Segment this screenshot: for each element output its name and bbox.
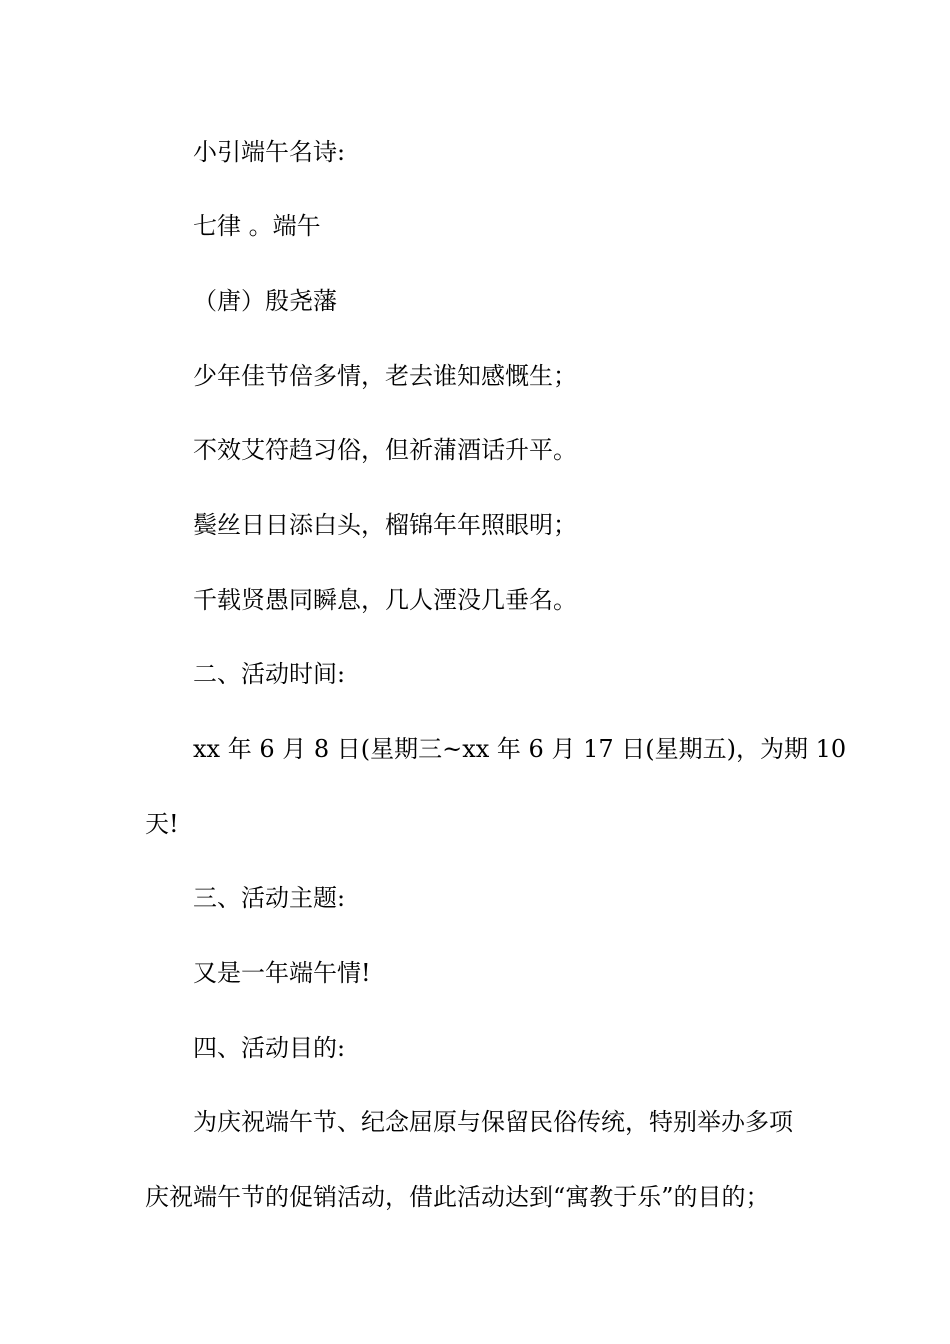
activity-purpose-text-cont: 庆祝端午节的促销活动，借此活动达到“寓教于乐”的目的； xyxy=(145,1183,770,1211)
intro-heading: 小引端午名诗: xyxy=(193,138,346,166)
activity-theme-text: 又是一年端午情! xyxy=(193,959,371,987)
poem-line-4: 千载贤愚同瞬息，几人湮没几垂名。 xyxy=(193,586,577,614)
section-heading-purpose: 四、活动目的: xyxy=(193,1034,346,1062)
poem-author: （唐）殷尧藩 xyxy=(193,287,337,315)
poem-title: 七律 。端午 xyxy=(193,212,321,240)
poem-line-3: 鬓丝日日添白头，榴锦年年照眼明； xyxy=(193,511,577,539)
poem-line-2: 不效艾符趋习俗，但祈蒲酒话升平。 xyxy=(193,436,577,464)
section-heading-time: 二、活动时间: xyxy=(193,660,346,688)
section-heading-theme: 三、活动主题: xyxy=(193,884,346,912)
activity-purpose-text: 为庆祝端午节、纪念屈原与保留民俗传统，特别举办多项 xyxy=(193,1108,793,1136)
activity-time-text: xx 年 6 月 8 日(星期三~xx 年 6 月 17 日(星期五)，为期 10 xyxy=(193,735,847,763)
activity-time-text-cont: 天! xyxy=(145,810,179,838)
poem-line-1: 少年佳节倍多情，老去谁知感慨生； xyxy=(193,362,577,390)
